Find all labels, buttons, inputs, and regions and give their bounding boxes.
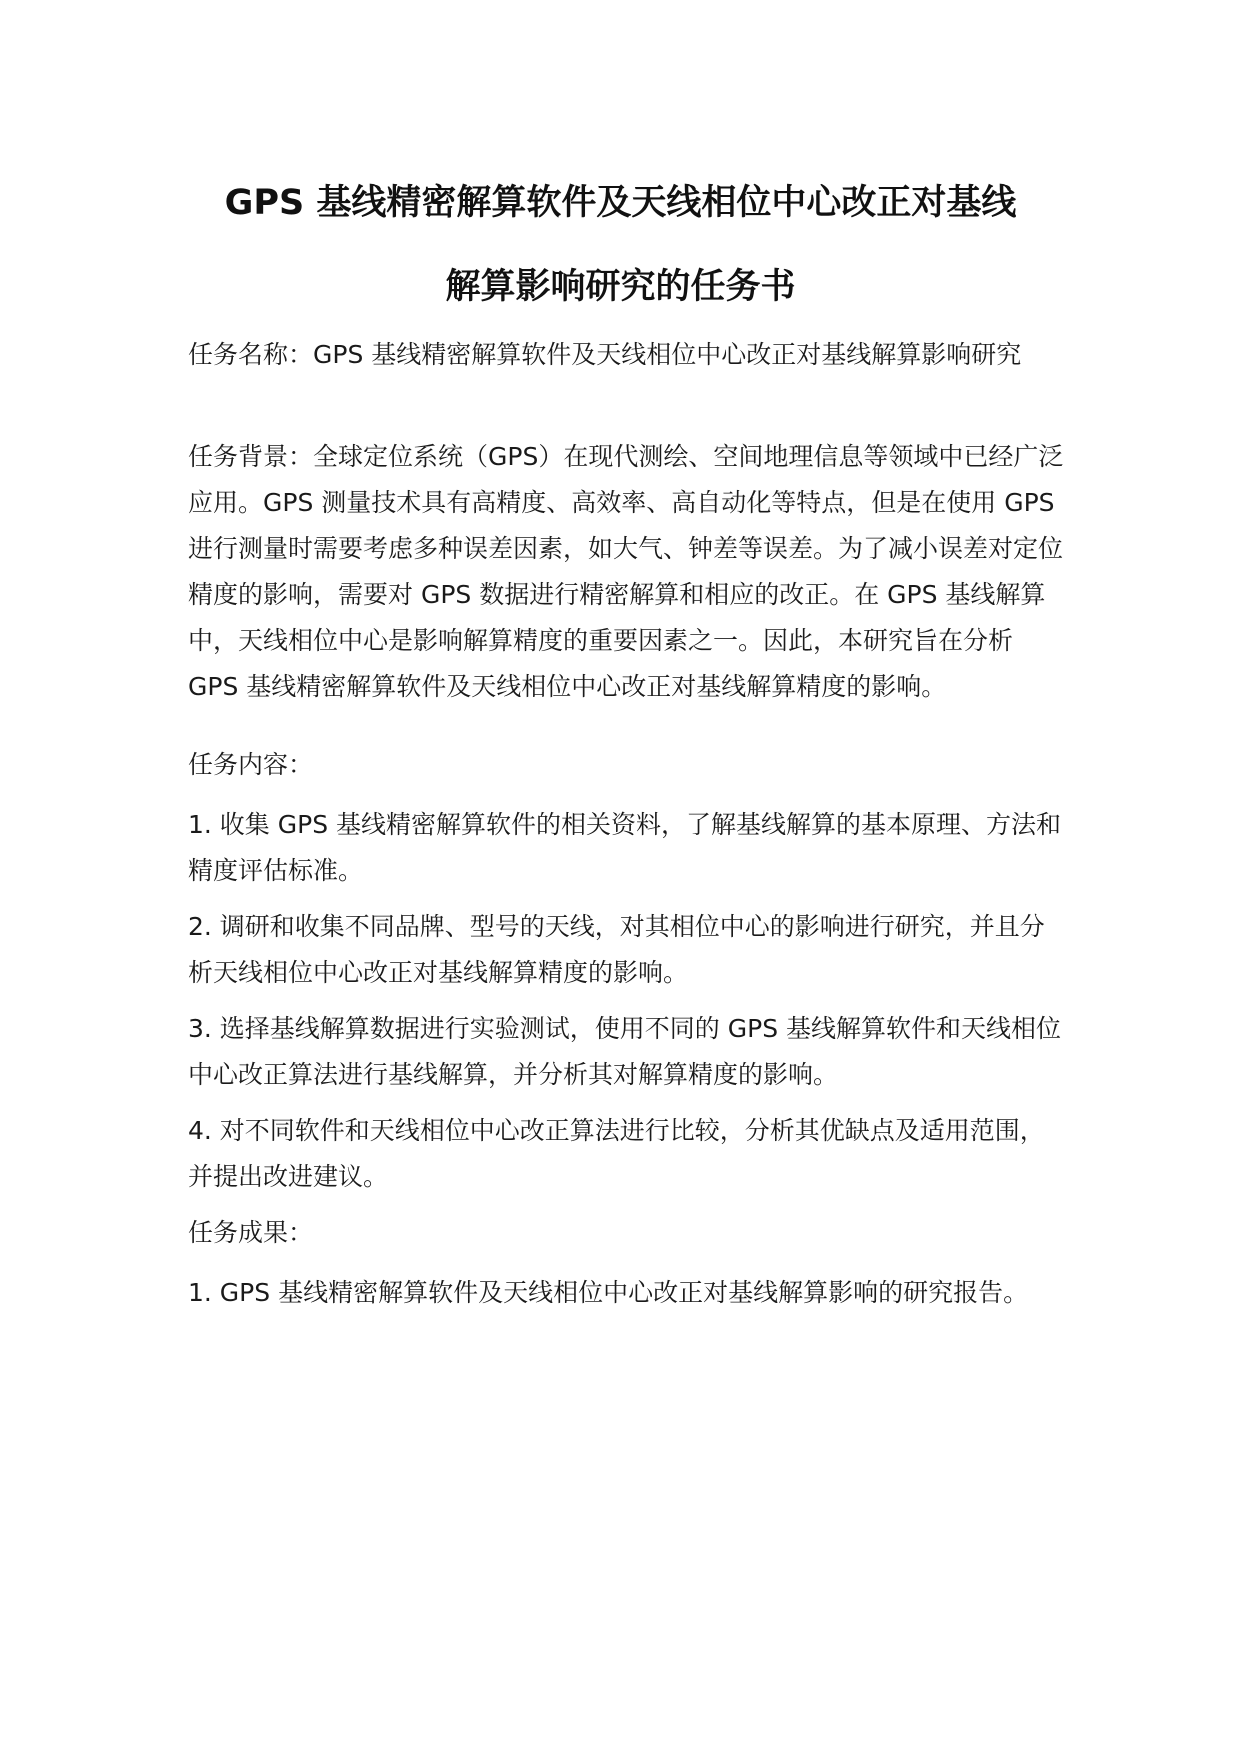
task-name-paragraph: 任务名称：GPS 基线精密解算软件及天线相位中心改正对基线解算影响研究: [188, 340, 1022, 369]
task-background-paragraph: 任务背景：全球定位系统（GPS）在现代测绘、空间地理信息等领域中已经广泛应用。GPS 测量技术具有高精度、高效率、高自动化等特点，但是在使用 GPS 进行测量时需要考虑多种误差因素，如大气、钟差等误差。为了减小误差对定位精度的影响，需要对 GPS 数据进行精密解算和相应的改正。在 GPS 基线解算中，天线相位中心是影响解算精度的重要因素之一。因此，本研究旨在分析 GPS 基线精密解算软件及天线相位中心改正对基线解算精度的影响。: [188, 442, 1064, 701]
task-content-heading: 任务内容：: [188, 750, 314, 779]
task-results-heading: 任务成果：: [188, 1218, 314, 1247]
task-results-item: 1. GPS 基线精密解算软件及天线相位中心改正对基线解算影响的研究报告。: [188, 1278, 1029, 1307]
task-content-item: 2. 调研和收集不同品牌、型号的天线，对其相位中心的影响进行研究，并且分析天线相位中心改正对基线解算精度的影响。: [188, 912, 1045, 987]
document-title-line-1: GPS 基线精密解算软件及天线相位中心改正对基线: [224, 183, 1017, 223]
task-content-item: 1. 收集 GPS 基线精密解算软件的相关资料，了解基线解算的基本原理、方法和精度评估标准。: [188, 810, 1062, 885]
document-title-line-2: 解算影响研究的任务书: [445, 267, 796, 307]
task-content-item: 4. 对不同软件和天线相位中心改正算法进行比较，分析其优缺点及适用范围，并提出改进建议。: [188, 1116, 1045, 1191]
task-content-item: 3. 选择基线解算数据进行实验测试，使用不同的 GPS 基线解算软件和天线相位中心改正算法进行基线解算，并分析其对解算精度的影响。: [188, 1014, 1062, 1089]
